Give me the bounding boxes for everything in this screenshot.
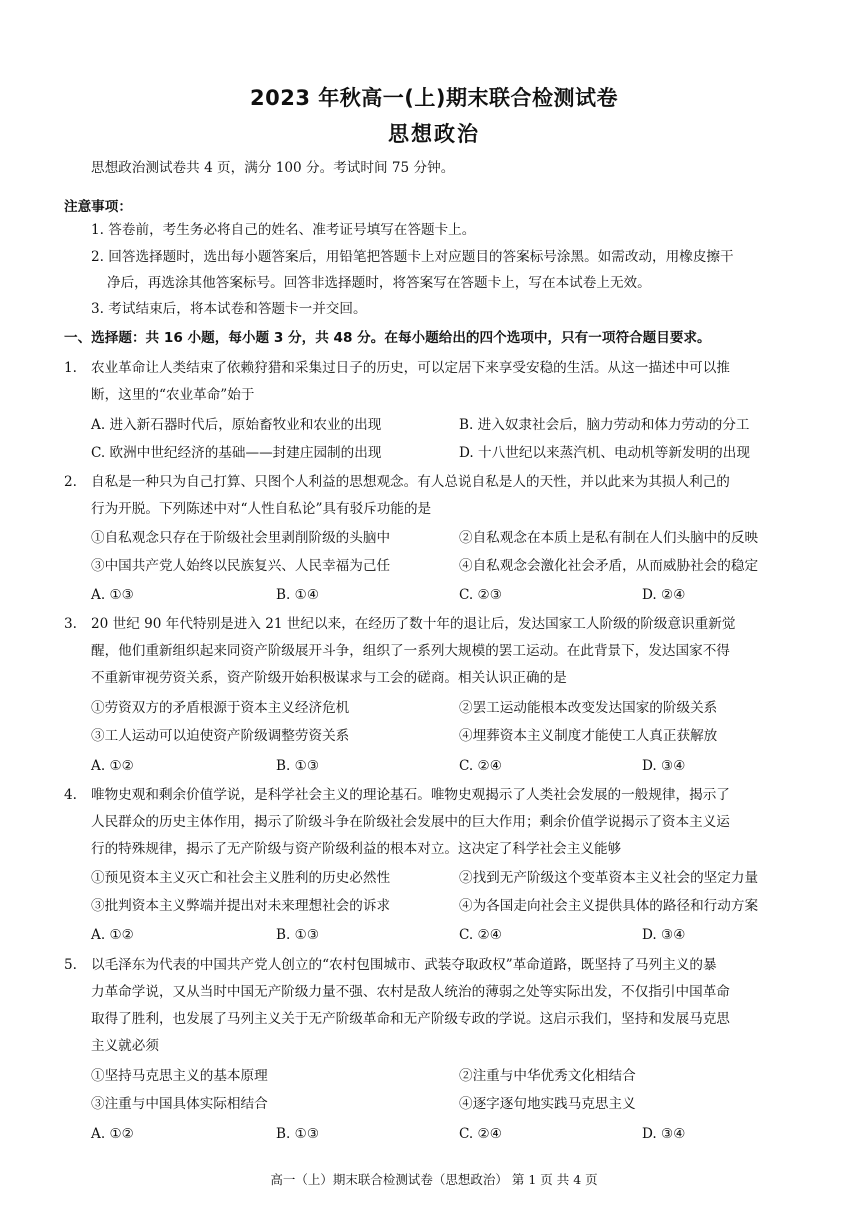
question-number: 3. [64,616,77,632]
answer-option: D. 十八世纪以来蒸汽机、电动机等新发明的出现 [459,445,750,461]
answer-option: B. ①③ [276,758,320,774]
answer-option: C. ②④ [459,1126,502,1142]
question-number: 2. [64,474,77,490]
answer-option: C. ②④ [459,758,502,774]
statement-item: ①自私观念只存在于阶级社会里剥削阶级的头脑中 [91,530,391,546]
note-line: 2. 回答选择题时，选出每小题答案后，用铅笔把答题卡上对应题目的答案标号涂黑。如需改动，用橡皮擦干 [91,249,734,265]
answer-option: C. ②④ [459,927,502,943]
note-line: 1. 答卷前，考生务必将自己的姓名、准考证号填写在答题卡上。 [91,222,476,238]
statement-item: ①劳资双方的矛盾根源于资本主义经济危机 [91,700,350,716]
subject-title: 思想政治 [388,122,480,146]
question-stem-line: 主义就必须 [91,1038,159,1054]
answer-option: D. ③④ [642,758,686,774]
question-stem-line: 人民群众的历史主体作用，揭示了阶级斗争在阶级社会发展中的巨大作用；剩余价值学说揭示了资本主义运 [91,814,730,830]
statement-item: ②自私观念在本质上是私有制在人们头脑中的反映 [459,530,759,546]
answer-option: A. ①③ [91,587,134,603]
question-number: 5. [64,957,77,973]
question-stem-line: 力革命学说，又从当时中国无产阶级力量不强、农村是敌人统治的薄弱之处等实际出发，不仅指引中国革命 [91,984,730,1000]
answer-option: D. ②④ [642,587,686,603]
statement-item: ③中国共产党人始终以民族复兴、人民幸福为己任 [91,558,391,574]
answer-option: A. ①② [91,927,134,943]
question-stem-line: 断，这里的“农业革命”始于 [91,387,255,403]
question-stem-line: 20 世纪 90 年代特别是进入 21 世纪以来，在经历了数十年的退让后，发达国家工人阶级的阶级意识重新觉 [91,616,736,632]
statement-item: ③工人运动可以迫使资产阶级调整劳资关系 [91,728,350,744]
page-footer: 高一（上）期末联合检测试卷（思想政治） 第 1 页 共 4 页 [270,1172,598,1187]
statement-item: ④自私观念会激化社会矛盾，从而威胁社会的稳定 [459,558,759,574]
statement-item: ③批判资本主义弊端并提出对未来理想社会的诉求 [91,898,391,914]
statement-item: ②注重与中华优秀文化相结合 [459,1068,636,1084]
question-stem-line: 行为开脱。下列陈述中对“人性自私论”具有驳斥功能的是 [91,501,432,517]
answer-option: D. ③④ [642,1126,686,1142]
answer-option: C. 欧洲中世纪经济的基础——封建庄园制的出现 [91,445,382,461]
question-stem-line: 醒，他们重新组织起来同资产阶级展开斗争，组织了一系列大规模的罢工运动。在此背景下，发达国家不得 [91,643,730,659]
notes-heading: 注意事项： [64,199,132,215]
answer-option: A. ①② [91,1126,134,1142]
section-heading: 一、选择题：共 16 小题，每小题 3 分，共 48 分。在每小题给出的四个选项中，只有一项符合题目要求。 [64,330,711,346]
statement-item: ④埋葬资本主义制度才能使工人真正获解放 [459,728,718,744]
answer-option: B. ①④ [276,587,320,603]
statement-item: ③注重与中国具体实际相结合 [91,1096,268,1112]
note-line: 3. 考试结束后，将本试卷和答题卡一并交回。 [91,301,367,317]
question-number: 4. [64,787,77,803]
question-stem-line: 唯物史观和剩余价值学说，是科学社会主义的理论基石。唯物史观揭示了人类社会发展的一般规律，揭示了 [91,787,730,803]
exam-intro: 思想政治测试卷共 4 页，满分 100 分。考试时间 75 分钟。 [91,160,455,176]
question-stem-line: 自私是一种只为自己打算、只图个人利益的思想观念。有人总说自私是人的天性，并以此来为其损人利己的 [91,474,730,490]
question-stem-line: 不重新审视劳资关系，资产阶级开始积极谋求与工会的磋商。相关认识正确的是 [91,670,567,686]
question-stem-line: 行的特殊规律，揭示了无产阶级与资产阶级利益的根本对立。这决定了科学社会主义能够 [91,841,622,857]
statement-item: ①坚持马克思主义的基本原理 [91,1068,268,1084]
statement-item: ④为各国走向社会主义提供具体的路径和行动方案 [459,898,759,914]
statement-item: ①预见资本主义灭亡和社会主义胜利的历史必然性 [91,870,391,886]
answer-option: B. 进入奴隶社会后，脑力劳动和体力劳动的分工 [459,417,750,433]
answer-option: A. 进入新石器时代后，原始畜牧业和农业的出现 [91,417,382,433]
statement-item: ②罢工运动能根本改变发达国家的阶级关系 [459,700,718,716]
exam-title: 2023 年秋高一(上)期末联合检测试卷 [250,86,618,110]
answer-option: B. ①③ [276,927,320,943]
answer-option: C. ②③ [459,587,502,603]
statement-item: ④逐字逐句地实践马克思主义 [459,1096,636,1112]
answer-option: D. ③④ [642,927,686,943]
statement-item: ②找到无产阶级这个变革资本主义社会的坚定力量 [459,870,759,886]
question-stem-line: 农业革命让人类结束了依赖狩猎和采集过日子的历史，可以定居下来享受安稳的生活。从这一描述中可以推 [91,360,730,376]
answer-option: A. ①② [91,758,134,774]
question-stem-line: 取得了胜利，也发展了马列主义关于无产阶级革命和无产阶级专政的学说。这启示我们，坚持和发展马克思 [91,1011,730,1027]
question-number: 1. [64,360,77,376]
question-stem-line: 以毛泽东为代表的中国共产党人创立的“农村包围城市、武装夺取政权”革命道路，既坚持了马列主义的暴 [91,957,717,973]
note-line: 净后，再选涂其他答案标号。回答非选择题时，将答案写在答题卡上，写在本试卷上无效。 [107,275,651,291]
answer-option: B. ①③ [276,1126,320,1142]
